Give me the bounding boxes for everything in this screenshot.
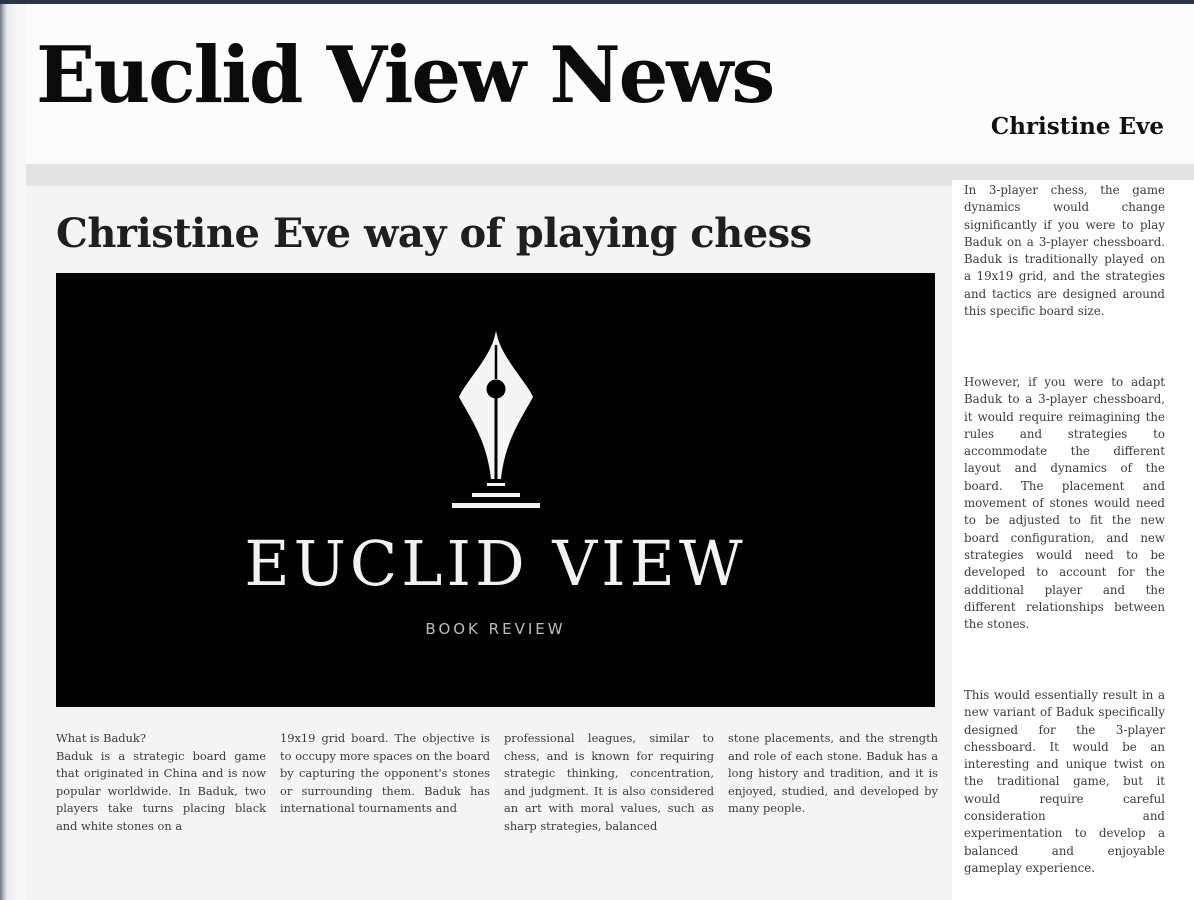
column-text: Baduk is a strategic board game that originated in China and is now popular worldwide. In Baduk, two players take turns placing black and white stones on a [56,748,266,833]
article-headline: Christine Eve way of playing chess [56,210,812,257]
masthead-author: Christine Eve [990,113,1164,140]
fountain-pen-nib-icon [435,331,557,531]
column-heading: What is Baduk? [56,731,146,745]
masthead-title: Euclid View News [36,30,774,121]
main-article [26,186,952,900]
masthead [26,4,1194,164]
column-text: professional leagues, similar to chess, and is known for requiring strategic thinking, concentration, and judgment. It is also considered an art with moral values, such as sharp strategies, balanced [504,731,714,833]
article-hero-image [56,273,935,707]
sidebar [952,180,1194,900]
article-columns [56,730,939,860]
sidebar-paragraph: This would essentially result in a new variant of Baduk specifically designed for the 3-player chessboard. It would be an interesting and unique twist on the traditional game, but it would require careful consideration and experimentation to develop a balanced and enjoyable gameplay experience. [964,688,1165,875]
sidebar-paragraph: However, if you were to adapt Baduk to a 3-player chessboard, it would require reimagining the rules and strategies to accommodate the different layout and dynamics of the board. The placement and movement of stones would need to be adjusted to fit the new board configuration, and new strategies would need to be developed to account for the additional player and the different relationships between the stones. [964,375,1165,632]
hero-logo-title: EUCLID VIEW [244,527,747,600]
column-text: stone placements, and the strength and role of each stone. Baduk has a long history and tradition, and it is enjoyed, studied, and developed by many people. [728,731,938,815]
article-column-3 [504,730,714,835]
sidebar-paragraph: In 3-player chess, the game dynamics would change significantly if you were to play Baduk on a 3-player chessboard. Baduk is traditionally played on a 19x19 grid, and the strategies and tactics are designed around this specific board size. [964,183,1165,319]
column-text: 19x19 grid board. The objective is to occupy more spaces on the board by capturing the opponent's stones or surrounding them. Baduk has international tournaments and [280,731,490,815]
article-column-1 [56,730,266,835]
hero-logo-subtitle: BOOK REVIEW [425,620,566,638]
article-column-2 [280,730,490,818]
article-column-4 [728,730,938,818]
page-left-shadow [0,4,26,900]
